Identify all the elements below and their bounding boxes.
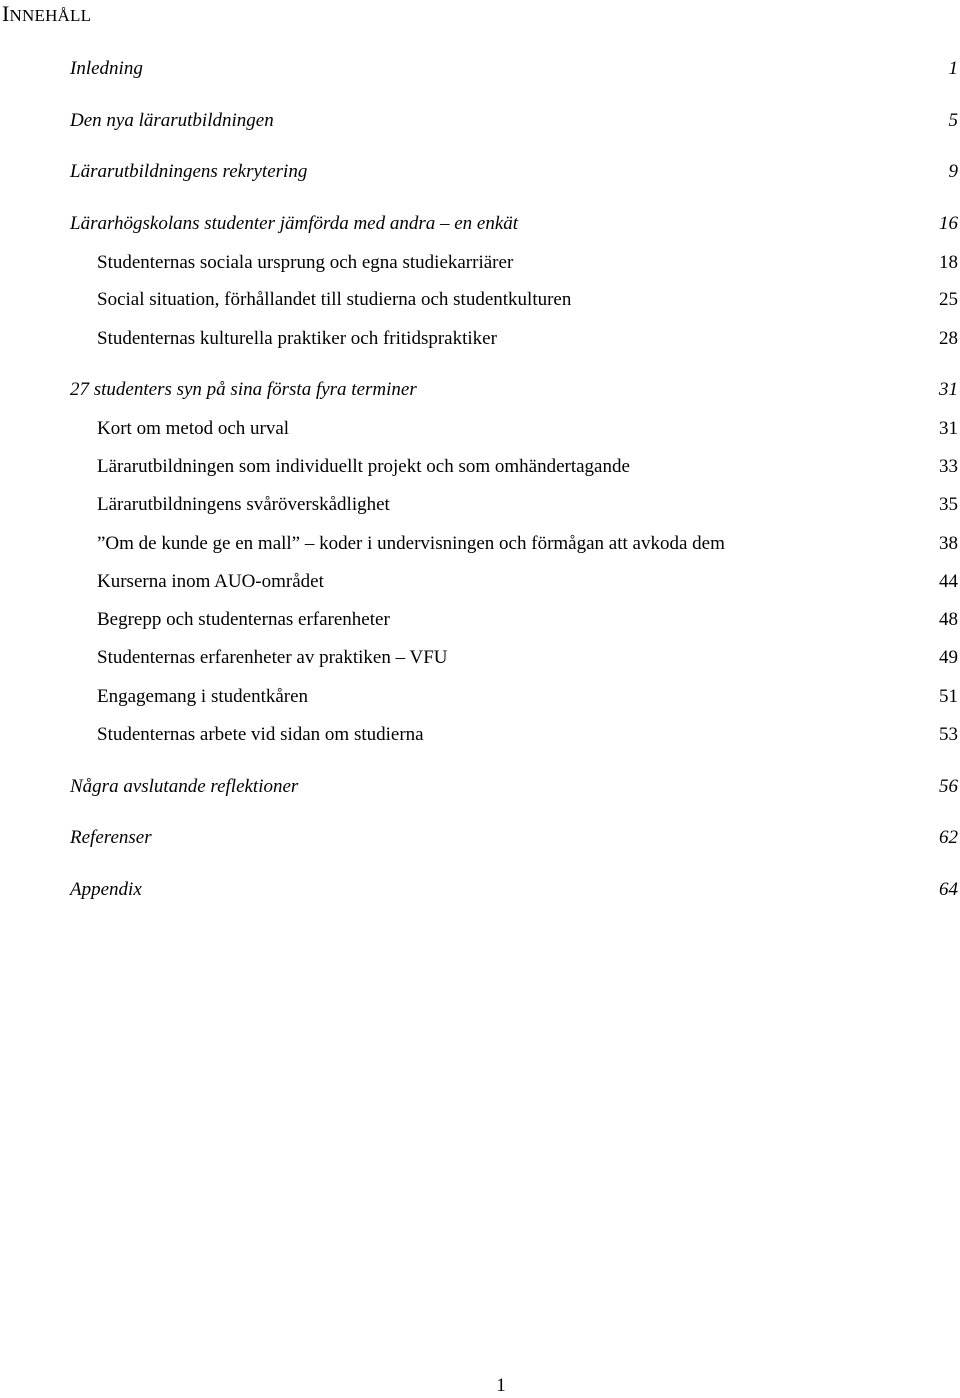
toc-entry-page: 48 [939, 609, 958, 630]
toc-subentry[interactable] [0, 454, 960, 480]
toc-entry-page: 9 [948, 161, 958, 182]
toc-entry-title: Studenternas sociala ursprung och egna studiekarriärer [97, 252, 514, 273]
toc-entry-page: 64 [939, 879, 958, 900]
toc-subentry[interactable] [0, 531, 960, 557]
toc-entry-page: 31 [939, 418, 958, 439]
toc-entry-page: 33 [939, 456, 958, 477]
toc-entry-title: Appendix [70, 879, 142, 900]
toc-entry-title: Lärarhögskolans studenter jämförda med andra – en enkät [70, 213, 519, 234]
toc-entry-title: Studenternas kulturella praktiker och fritidspraktiker [97, 328, 497, 349]
toc-entry-title: Studenternas erfarenheter av praktiken – VFU [97, 647, 448, 668]
toc-entry-title: Kurserna inom AUO-området [97, 571, 324, 592]
toc-entry-title: Den nya lärarutbildningen [70, 110, 274, 131]
toc-entry-page: 51 [939, 686, 958, 707]
toc-subentry[interactable] [0, 416, 960, 442]
toc-entry-page: 62 [939, 827, 958, 848]
toc-entry-title: Lärarutbildningens svåröverskådlighet [97, 494, 390, 515]
toc-entry[interactable] [0, 825, 960, 851]
toc-subentry[interactable] [0, 326, 960, 352]
toc-entry-page: 28 [939, 328, 958, 349]
toc-entry-page: 49 [939, 647, 958, 668]
toc-subentry[interactable] [0, 722, 960, 748]
toc-subentry[interactable] [0, 645, 960, 671]
toc-entry-title: Inledning [70, 58, 143, 79]
toc-entry[interactable] [0, 877, 960, 903]
toc-subentry[interactable] [0, 607, 960, 633]
toc-entry-page: 25 [939, 289, 958, 310]
toc-subentry[interactable] [0, 569, 960, 595]
toc-entry-title: ”Om de kunde ge en mall” – koder i undervisningen och förmågan att avkoda dem [97, 533, 725, 554]
toc-entry-page: 53 [939, 724, 958, 745]
toc-entry-title: Begrepp och studenternas erfarenheter [97, 609, 390, 630]
toc-entry-title: Social situation, förhållandet till studierna och studentkulturen [97, 289, 572, 310]
toc-entry-title: Kort om metod och urval [97, 418, 290, 439]
toc-entry-page: 18 [939, 252, 958, 273]
toc-subentry[interactable] [0, 250, 960, 276]
page-number: 1 [496, 1375, 506, 1396]
toc-entry-page: 38 [939, 533, 958, 554]
toc-entry[interactable] [0, 377, 960, 403]
toc-entry[interactable] [0, 211, 960, 237]
toc-heading-rest: NNEHÅLL [9, 6, 92, 25]
toc-entry-title: Referenser [70, 827, 152, 848]
toc-entry-title: Lärarutbildningens rekrytering [70, 161, 308, 182]
toc-entry-title: 27 studenters syn på sina första fyra terminer [70, 379, 417, 400]
toc-entry-page: 35 [939, 494, 958, 515]
toc-entry-title: Studenternas arbete vid sidan om studierna [97, 724, 424, 745]
toc-heading [2, 1, 91, 29]
toc-entry-page: 1 [948, 58, 958, 79]
toc-entry-page: 5 [948, 110, 958, 131]
toc-subentry[interactable] [0, 287, 960, 313]
toc-entry-page: 31 [939, 379, 958, 400]
toc-entry-title: Några avslutande reflektioner [70, 776, 299, 797]
toc-subentry[interactable] [0, 492, 960, 518]
toc-entry-title: Lärarutbildningen som individuellt projekt och som omhändertagande [97, 456, 630, 477]
toc-entry[interactable] [0, 108, 960, 134]
toc-subentry[interactable] [0, 684, 960, 710]
toc-entry-title: Engagemang i studentkåren [97, 686, 309, 707]
toc-heading-initial: I [2, 1, 10, 26]
toc-entry-page: 56 [939, 776, 958, 797]
toc-entry[interactable] [0, 159, 960, 185]
toc-entry-page: 44 [939, 571, 958, 592]
toc-entry[interactable] [0, 56, 960, 82]
toc-entry-page: 16 [939, 213, 958, 234]
toc-entry[interactable] [0, 774, 960, 800]
